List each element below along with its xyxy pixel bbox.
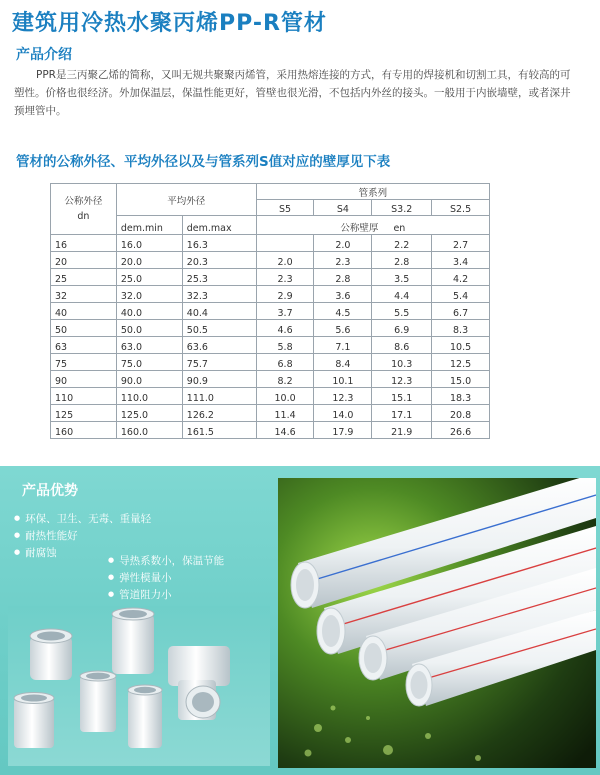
- cell-dn: 50: [51, 320, 117, 337]
- cell-s25: 12.5: [432, 354, 490, 371]
- cell-s4: 5.6: [314, 320, 372, 337]
- cell-s5: 11.4: [256, 405, 314, 422]
- cell-min: 25.0: [116, 269, 182, 286]
- cell-s25: 4.2: [432, 269, 490, 286]
- cell-min: 75.0: [116, 354, 182, 371]
- cell-s5: 2.3: [256, 269, 314, 286]
- cell-max: 40.4: [182, 303, 256, 320]
- cell-s4: 12.3: [314, 388, 372, 405]
- cell-s4: 10.1: [314, 371, 372, 388]
- cell-s32: 3.5: [372, 269, 432, 286]
- cell-s5: 2.9: [256, 286, 314, 303]
- cell-max: 50.5: [182, 320, 256, 337]
- cell-max: 90.9: [182, 371, 256, 388]
- cell-s5: [256, 235, 314, 252]
- cell-s5: 5.8: [256, 337, 314, 354]
- table-row: [51, 286, 490, 303]
- cell-s32: 17.1: [372, 405, 432, 422]
- table-row: [51, 405, 490, 422]
- header-s32: S3.2: [372, 200, 432, 216]
- header-max: dem.max: [182, 216, 256, 235]
- cell-s25: 2.7: [432, 235, 490, 252]
- advantages-panel: [0, 466, 600, 775]
- cell-s32: 5.5: [372, 303, 432, 320]
- header-dn-sub: dn: [77, 211, 90, 222]
- cell-min: 125.0: [116, 405, 182, 422]
- cell-dn: 75: [51, 354, 117, 371]
- cell-s25: 5.4: [432, 286, 490, 303]
- cell-s25: 15.0: [432, 371, 490, 388]
- cell-s4: 8.4: [314, 354, 372, 371]
- cell-max: 16.3: [182, 235, 256, 252]
- header-avg: 平均外径: [116, 184, 256, 216]
- cell-s5: 6.8: [256, 354, 314, 371]
- cell-s32: 8.6: [372, 337, 432, 354]
- cell-s5: 4.6: [256, 320, 314, 337]
- header-wall: [256, 216, 489, 235]
- table-heading: 管材的公称外径、平均外径以及与管系列S值对应的壁厚见下表: [16, 154, 391, 170]
- cell-max: 75.7: [182, 354, 256, 371]
- advantage-item: ● 环保、卫生、无毒、重量轻: [14, 510, 151, 527]
- table-row: [51, 422, 490, 439]
- table-row: [51, 337, 490, 354]
- cell-min: 90.0: [116, 371, 182, 388]
- cell-max: 126.2: [182, 405, 256, 422]
- table-row: [51, 388, 490, 405]
- cell-min: 160.0: [116, 422, 182, 439]
- table-row: [51, 354, 490, 371]
- tee-fitting: [112, 608, 154, 674]
- socket-fitting: [128, 685, 162, 748]
- header-s5: S5: [256, 200, 314, 216]
- cell-min: 50.0: [116, 320, 182, 337]
- cell-s32: 2.8: [372, 252, 432, 269]
- cell-s4: 17.9: [314, 422, 372, 439]
- cell-dn: 25: [51, 269, 117, 286]
- header-wall-unit: en: [393, 223, 406, 234]
- cell-max: 111.0: [182, 388, 256, 405]
- cell-dn: 16: [51, 235, 117, 252]
- cell-dn: 110: [51, 388, 117, 405]
- cell-dn: 90: [51, 371, 117, 388]
- cell-s5: 3.7: [256, 303, 314, 320]
- cell-min: 63.0: [116, 337, 182, 354]
- intro-heading: 产品介绍: [16, 47, 72, 63]
- cell-s4: 14.0: [314, 405, 372, 422]
- header-series: 管系列: [256, 184, 489, 200]
- socket-fitting: [14, 693, 54, 749]
- spec-table-body: [51, 235, 490, 439]
- advantage-item: ● 耐腐蚀: [14, 544, 151, 561]
- header-s4: S4: [314, 200, 372, 216]
- cell-dn: 40: [51, 303, 117, 320]
- cell-s32: 6.9: [372, 320, 432, 337]
- cell-s25: 8.3: [432, 320, 490, 337]
- cell-min: 40.0: [116, 303, 182, 320]
- cell-s32: 10.3: [372, 354, 432, 371]
- cell-max: 63.6: [182, 337, 256, 354]
- cell-s4: 2.3: [314, 252, 372, 269]
- header-wall-label: 公称壁厚: [340, 223, 379, 234]
- cell-dn: 63: [51, 337, 117, 354]
- ppr-pipes-photo: [278, 478, 596, 768]
- cell-s4: 2.8: [314, 269, 372, 286]
- cell-dn: 20: [51, 252, 117, 269]
- table-row: [51, 235, 490, 252]
- cell-s4: 3.6: [314, 286, 372, 303]
- advantage-item: ● 耐热性能好: [14, 527, 151, 544]
- advantage-item: ● 弹性模量小: [108, 569, 224, 586]
- cell-dn: 160: [51, 422, 117, 439]
- cell-s4: 4.5: [314, 303, 372, 320]
- cell-s5: 14.6: [256, 422, 314, 439]
- advantages-heading: 产品优势: [22, 483, 78, 499]
- cell-max: 32.3: [182, 286, 256, 303]
- header-min: dem.min: [116, 216, 182, 235]
- cell-min: 16.0: [116, 235, 182, 252]
- advantage-item: ● 导热系数小，保温节能: [108, 552, 224, 569]
- cell-s25: 6.7: [432, 303, 490, 320]
- cell-dn: 32: [51, 286, 117, 303]
- header-dn: [51, 184, 117, 235]
- cell-s5: 2.0: [256, 252, 314, 269]
- cell-min: 20.0: [116, 252, 182, 269]
- cell-s4: 2.0: [314, 235, 372, 252]
- cell-s25: 3.4: [432, 252, 490, 269]
- cell-max: 20.3: [182, 252, 256, 269]
- table-row: [51, 303, 490, 320]
- cell-max: 161.5: [182, 422, 256, 439]
- cell-s25: 20.8: [432, 405, 490, 422]
- table-row: [51, 320, 490, 337]
- pipe-fittings-photo: [8, 606, 270, 766]
- advantage-item: ● 管道阻力小: [108, 586, 224, 603]
- cell-s32: 4.4: [372, 286, 432, 303]
- elbow-fitting: [30, 629, 72, 680]
- cell-s32: 15.1: [372, 388, 432, 405]
- cell-s25: 10.5: [432, 337, 490, 354]
- spec-table: [50, 183, 490, 439]
- table-row: [51, 252, 490, 269]
- cell-s25: 18.3: [432, 388, 490, 405]
- header-dn-label: 公称外径: [64, 196, 103, 207]
- table-row: [51, 269, 490, 286]
- header-s25: S2.5: [432, 200, 490, 216]
- table-row: [51, 371, 490, 388]
- advantages-list-b: [108, 552, 224, 603]
- socket-fitting: [80, 671, 116, 732]
- cell-dn: 125: [51, 405, 117, 422]
- cell-max: 25.3: [182, 269, 256, 286]
- cell-s32: 21.9: [372, 422, 432, 439]
- cell-s5: 10.0: [256, 388, 314, 405]
- page-title: 建筑用冷热水聚丙烯PP-R管材: [12, 11, 327, 36]
- cell-s4: 7.1: [314, 337, 372, 354]
- cell-s32: 2.2: [372, 235, 432, 252]
- cell-s32: 12.3: [372, 371, 432, 388]
- cell-s25: 26.6: [432, 422, 490, 439]
- intro-paragraph: PPR是三丙聚乙烯的简称，又叫无规共聚聚丙烯管，采用热熔连接的方式，有专用的焊接机和切割工具，有较高的可塑性。价格也很经济。外加保温层，保温性能更好，管壁也很光滑，不包括内外丝的接头。一般用于内嵌墙壁，或者深井预埋管中。: [14, 69, 571, 117]
- cell-min: 32.0: [116, 286, 182, 303]
- cell-s5: 8.2: [256, 371, 314, 388]
- cell-min: 110.0: [116, 388, 182, 405]
